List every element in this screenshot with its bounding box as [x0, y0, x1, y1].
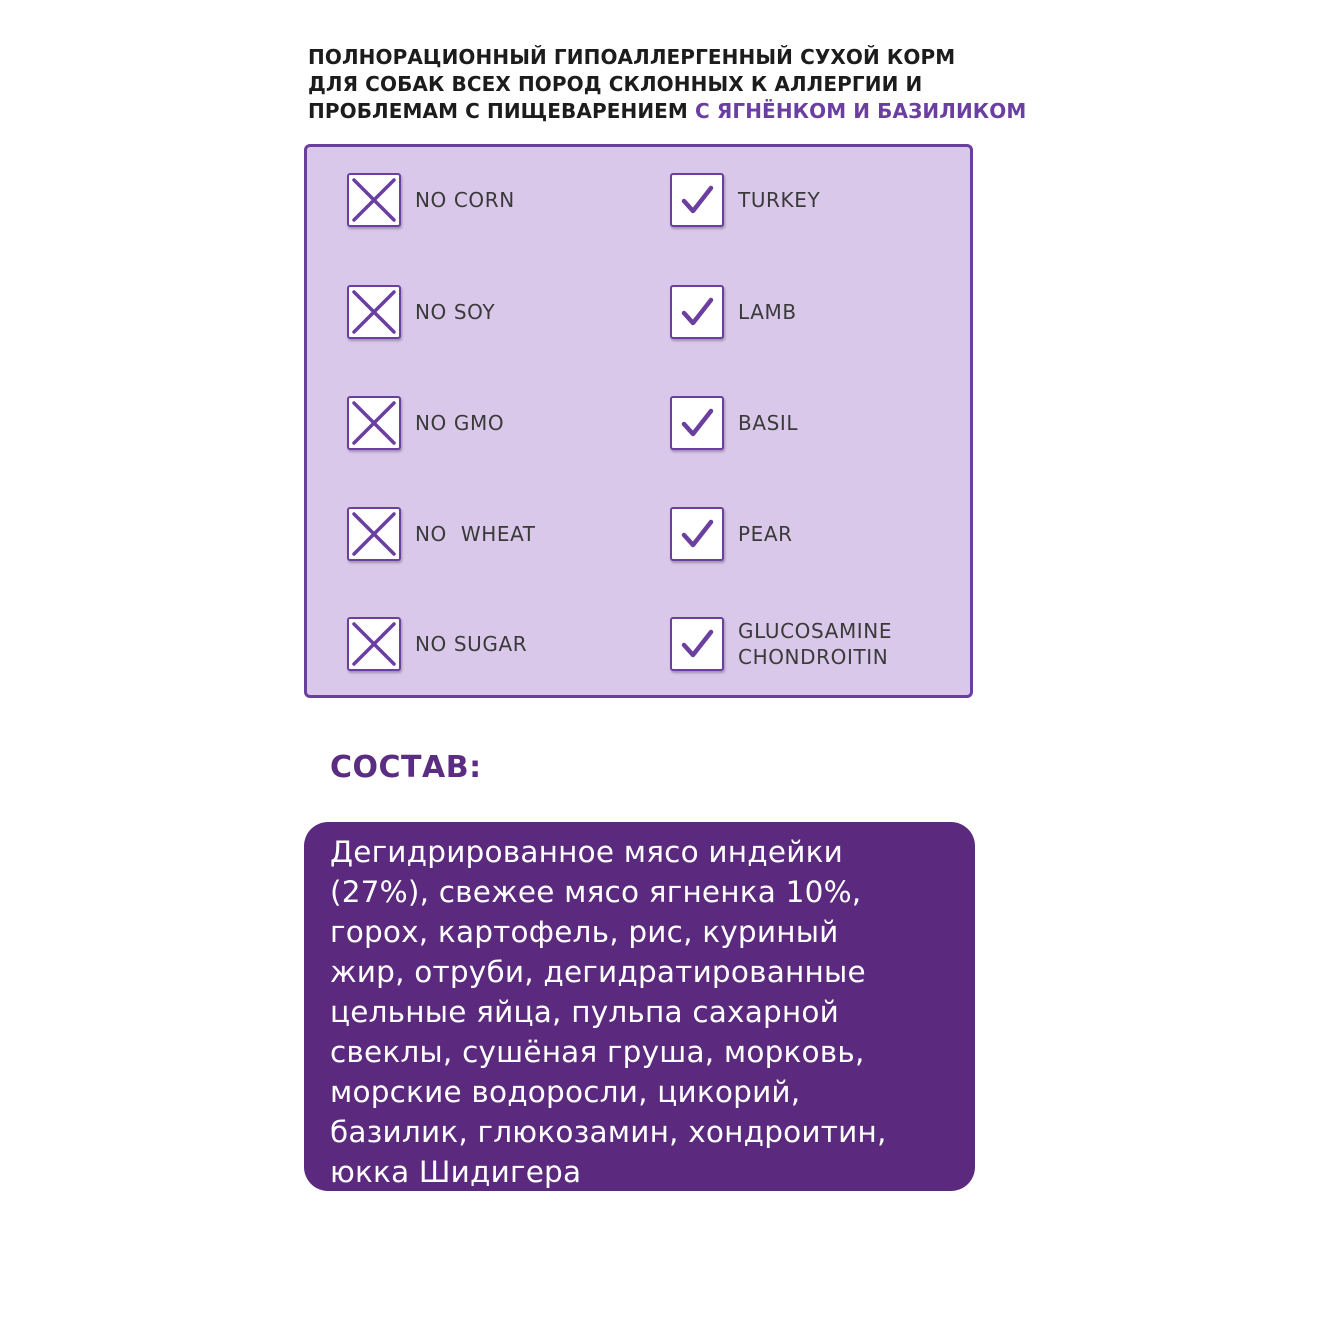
feature-basil — [670, 396, 798, 450]
feature-lamb — [670, 285, 797, 339]
headline-accent: С ЯГНЁНКОМ И БАЗИЛИКОМ — [695, 99, 1027, 123]
checkmark-icon — [670, 617, 724, 671]
checkmark-icon — [670, 507, 724, 561]
composition-line: базилик, глюкозамин, хондроитин, — [330, 1115, 887, 1149]
composition-line: морские водоросли, цикорий, — [330, 1075, 801, 1109]
composition-line: цельные яйца, пульпа сахарной — [330, 995, 839, 1029]
feature-turkey — [670, 173, 820, 227]
feature-label: TURKEY — [738, 188, 821, 212]
feature-no-sugar — [347, 617, 527, 671]
feature-pear — [670, 507, 793, 561]
feature-label: NO CORN — [415, 188, 515, 212]
checkmark-icon — [670, 396, 724, 450]
feature-glucosamine-chondroitin — [670, 617, 892, 671]
composition-line: (27%), свежее мясо ягненка 10%, — [330, 875, 862, 909]
feature-label: PEAR — [738, 522, 793, 546]
cross-icon — [347, 173, 401, 227]
composition-line: Дегидрированное мясо индейки — [330, 835, 843, 869]
feature-label: LAMB — [738, 300, 797, 324]
headline-line-3-text: ПРОБЛЕМАМ С ПИЩЕВАРЕНИЕМ — [308, 99, 688, 123]
cross-icon — [347, 507, 401, 561]
feature-label: GLUCOSAMINE CHONDROITIN — [738, 619, 893, 669]
composition-title: СОСТАВ: — [330, 750, 482, 785]
feature-no-gmo — [347, 396, 504, 450]
feature-no-wheat — [347, 507, 536, 561]
composition-line: юкка Шидигера — [330, 1155, 582, 1189]
headline-line-3 — [308, 98, 1028, 125]
feature-label: NO GMO — [415, 411, 505, 435]
product-headline — [308, 44, 1028, 125]
feature-label: NO WHEAT — [415, 522, 536, 546]
checkmark-icon — [670, 173, 724, 227]
feature-no-corn — [347, 173, 515, 227]
feature-label: NO SOY — [415, 300, 496, 324]
feature-label: BASIL — [738, 411, 799, 435]
composition-box — [304, 822, 975, 1191]
cross-icon — [347, 617, 401, 671]
headline-line-1: ПОЛНОРАЦИОННЫЙ ГИПОАЛЛЕРГЕННЫЙ СУХОЙ КОРМ — [308, 45, 956, 69]
checkmark-icon — [670, 285, 724, 339]
composition-line: свеклы, сушёная груша, морковь, — [330, 1035, 865, 1069]
cross-icon — [347, 396, 401, 450]
cross-icon — [347, 285, 401, 339]
composition-line: горох, картофель, рис, куриный — [330, 915, 839, 949]
features-panel — [304, 144, 973, 698]
feature-no-soy — [347, 285, 495, 339]
headline-line-2: ДЛЯ СОБАК ВСЕХ ПОРОД СКЛОННЫХ К АЛЛЕРГИИ И — [308, 72, 923, 96]
composition-line: жир, отруби, дегидратированные — [330, 955, 866, 989]
feature-label: NO SUGAR — [415, 632, 528, 656]
composition-text — [330, 832, 955, 1191]
